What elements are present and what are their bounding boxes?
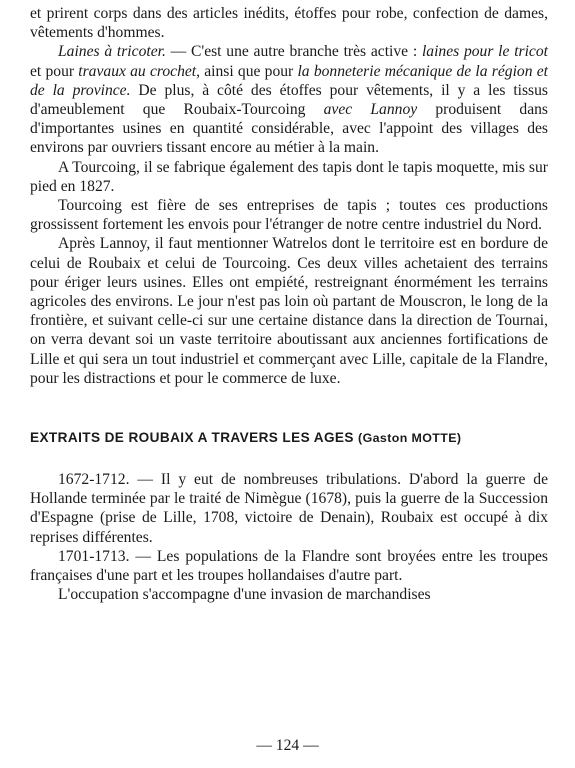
heading-gap	[30, 448, 548, 470]
knitting-wool-title: Laines à tricoter.	[58, 43, 166, 61]
paragraph-carpets: A Tourcoing, il se fabrique également des tapis dont le tapis moquette, mis sur pied en 1827.	[30, 158, 548, 195]
paragraph-knitting-wool	[30, 42, 548, 157]
paragraph-1701-1713: 1701-1713. — Les populations de la Flandre sont broyées entre les troupes françaises d'une part et les troupes hollandaises d'autre part.	[30, 547, 548, 585]
paragraph-1672-1712: 1672-1712. — Il y eut de nombreuses tribulations. D'abord la guerre de Hollande terminée par le traité de Nimègue (1678), puis la guerre de la Succession d'Espagne (prise de Lille, 1708, victoire de Denain), Roubaix est occupé à dix reprises différentes.	[30, 471, 548, 546]
page-body	[30, 4, 548, 604]
italic-run: laines pour le tricot	[421, 43, 548, 61]
text-run: produisent dans d'importantes usines en quantité considérable, avec l'appoint des villages des environs par ouvriers tissant encore au métier à la main.	[30, 101, 548, 157]
paragraph-occupation: L'occupation s'accompagne d'une invasion de marchandises	[58, 586, 431, 604]
text-run: ainsi que pour	[200, 62, 298, 80]
italic-run: avec Lannoy	[323, 101, 418, 119]
italic-run: travaux au crochet,	[78, 62, 201, 80]
paragraph-clothing: et prirent corps dans des articles inédits, étoffes pour robe, confection de dames, vêtements d'hommes.	[30, 5, 548, 42]
paragraph-watrelos: Après Lannoy, il faut mentionner Watrelos dont le territoire est en bordure de celui de Roubaix et celui de Tourcoing. Ces deux villes achetaient des terrains pour ériger leurs usines. Elles ont empiété, restreignant énormément les terrains agricoles des environs. Le jour n'est pas loin où partant de Mouscron, le long de la frontière, et suivant celle-ci sur une certaine distance dans la direction de Tournai, on verra devant soi un vaste territoire aboutissant aux anciennes fortifications de Lille et qui sera un tout industriel et commerçant avec Lille, capitale de la Flandre, pour les distractions et pour le commerce de luxe.	[30, 235, 548, 387]
text-run: De plus, à côté des étoffes pour vêtements, il y a les tissus d'ameublement que Roubaix-Tourcoing	[30, 81, 548, 119]
heading-title: EXTRAITS DE ROUBAIX A TRAVERS LES AGES	[30, 430, 354, 446]
section-gap	[30, 388, 548, 428]
text-run: — C'est une autre branche très active :	[165, 43, 422, 61]
italic-run: la bonneterie mécanique de la région et de la province.	[30, 62, 548, 99]
section-heading	[30, 428, 548, 448]
page-number: — 124 —	[256, 737, 319, 754]
text-run: et pour	[30, 62, 79, 80]
paragraph-tourcoing-pride: Tourcoing est fière de ses entreprises de tapis ; toutes ces productions grossissent fortement les envois pour l'étranger de notre centre industriel du Nord.	[30, 197, 548, 234]
heading-author: (Gaston MOTTE)	[358, 431, 462, 446]
